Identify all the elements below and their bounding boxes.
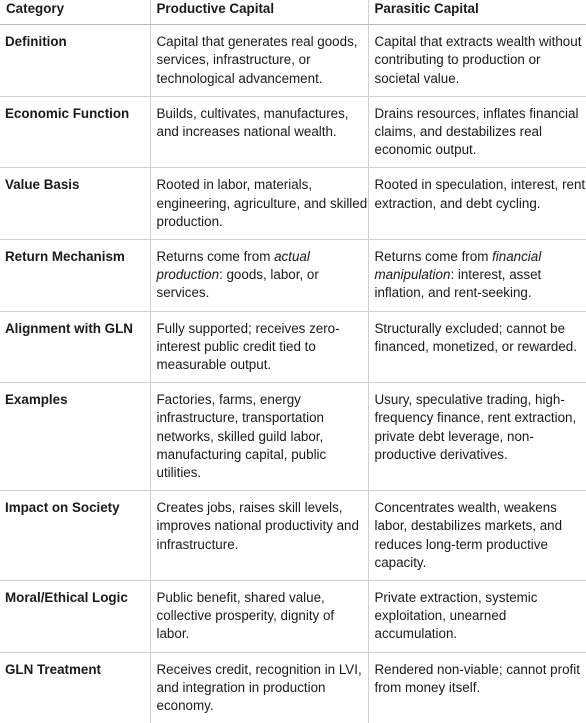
cell-text: : interest, asset inflation, and rent-seeking. xyxy=(374,267,542,301)
parasitic-cell xyxy=(368,581,586,653)
parasitic-cell xyxy=(368,96,586,168)
productive-cell xyxy=(150,96,368,168)
cell-text: Fully supported; receives zero-interest public credit tied to measurable output. xyxy=(156,320,340,373)
cell-text: Creates jobs, raises skill levels, improves national productivity and infrastructure. xyxy=(156,500,359,552)
parasitic-cell xyxy=(368,240,586,312)
cell-text: Drains resources, inflates financial claims, and destabilizes real economic output. xyxy=(374,105,579,158)
cell-text: Structurally excluded; cannot be financed, monetized, or rewarded. xyxy=(374,320,577,354)
row-category: Impact on Society xyxy=(0,491,150,581)
row-category: GLN Treatment xyxy=(5,661,101,677)
productive-cell xyxy=(150,240,368,312)
parasitic-cell xyxy=(368,491,586,581)
productive-cell xyxy=(150,311,368,383)
cell-text: Capital that generates real goods, services, infrastructure, or technological advancement. xyxy=(156,34,358,86)
table-row xyxy=(0,25,586,97)
cell-text: Returns come from xyxy=(374,249,493,265)
emphasis-text: financial manipulation xyxy=(374,249,542,283)
table-body xyxy=(0,25,586,723)
row-category: Definition xyxy=(0,25,150,97)
cell-text: Concentrates wealth, weakens labor, destabilizes markets, and reduces long-term productive capacity. xyxy=(374,500,563,570)
cell-text: Rooted in speculation, interest, rent extraction, and debt cycling. xyxy=(374,177,586,211)
productive-cell xyxy=(150,383,368,491)
row-category: Economic Function xyxy=(0,96,150,168)
parasitic-cell xyxy=(368,311,586,383)
cell-text: Rooted in labor, materials, engineering, agriculture, and skilled production. xyxy=(156,177,368,229)
table-row xyxy=(0,491,586,581)
productive-cell xyxy=(150,652,368,723)
cell-text: Rendered non-viable; cannot profit from money itself. xyxy=(374,661,580,695)
row-category: Moral/Ethical Logic xyxy=(0,581,150,653)
row-category: Examples xyxy=(0,383,150,491)
header-productive-capital: Productive Capital xyxy=(150,0,368,25)
table-row xyxy=(0,652,586,723)
cell-text: Returns come from xyxy=(156,249,275,265)
productive-cell xyxy=(150,581,368,653)
table-row xyxy=(0,311,586,383)
cell-text: Factories, farms, energy infrastructure, transportation networks, skilled guild labor, manufacturing capital, public utilities. xyxy=(156,392,327,481)
cell-text: Builds, cultivates, manufactures, and increases national wealth. xyxy=(156,105,349,140)
table-row xyxy=(0,168,586,240)
header-category: Category xyxy=(0,0,150,25)
parasitic-cell xyxy=(368,25,586,97)
cell-text: Receives credit, recognition in LVI, and integration in production economy. xyxy=(156,661,362,714)
table-row xyxy=(0,383,586,491)
productive-cell xyxy=(150,25,368,97)
cell-text: Usury, speculative trading, high-frequency finance, rent extraction, private debt leverage, non-productive derivatives. xyxy=(374,392,577,462)
productive-cell xyxy=(150,491,368,581)
cell-text: : goods, labor, or services. xyxy=(156,267,319,301)
parasitic-cell xyxy=(368,383,586,491)
row-category: Alignment with GLN xyxy=(0,311,150,383)
parasitic-cell xyxy=(368,652,586,723)
table-header xyxy=(0,0,586,25)
cell-text: Capital that extracts wealth without contributing to production or societal value. xyxy=(374,34,582,86)
table-row xyxy=(0,96,586,168)
cell-text: Public benefit, shared value, collective prosperity, dignity of labor. xyxy=(156,590,335,642)
table-row xyxy=(0,240,586,312)
emphasis-text: actual production xyxy=(156,249,310,283)
parasitic-cell xyxy=(368,168,586,240)
cell-text: Private extraction, systemic exploitation, unearned accumulation. xyxy=(374,590,538,642)
table-row xyxy=(0,581,586,653)
header-row xyxy=(0,0,586,25)
productive-cell xyxy=(150,168,368,240)
row-category: Return Mechanism xyxy=(0,240,150,312)
row-category: Value Basis xyxy=(0,168,150,240)
header-parasitic-capital: Parasitic Capital xyxy=(368,0,586,25)
